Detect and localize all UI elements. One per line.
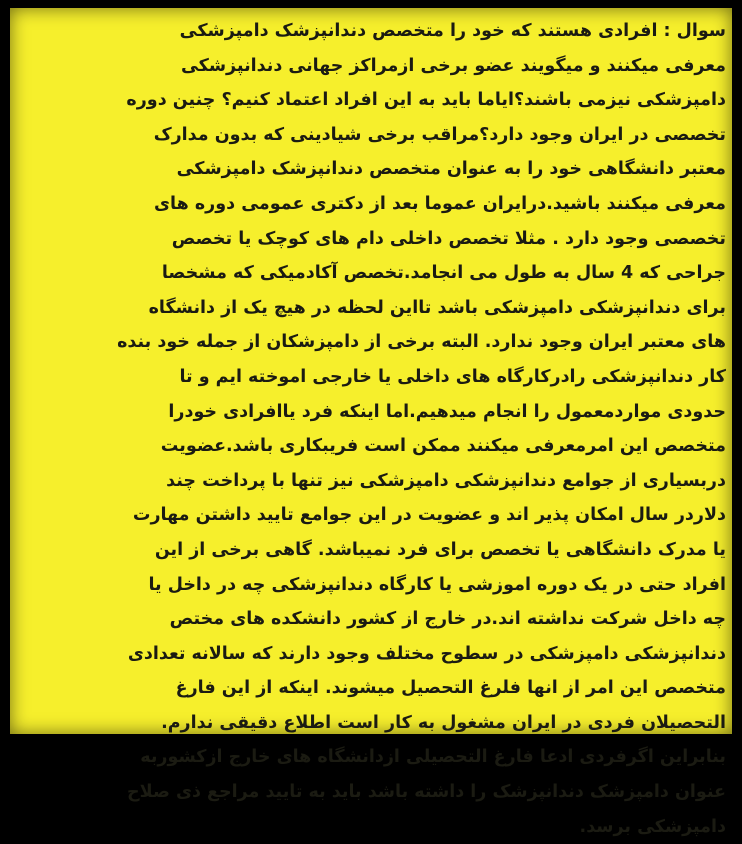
text-line: تخصصی وجود دارد . مثلا تخصص داخلی دام های کوچک یا تخصص: [171, 228, 726, 249]
text-line: بنابراین اگرفردی ادعا فارغ التحصیلی ازدانشگاه های خارج ازکشوربه: [140, 747, 726, 768]
text-line: سوال : افرادی هستند که خود را متخصص دندانپزشک دامپزشکی: [179, 21, 726, 41]
text-line: دامپزشکی برسد.: [579, 816, 726, 837]
text-line: تخصصی در ایران وجود دارد؟مراقب برخی شیادینی که بدون مدارک: [153, 124, 726, 145]
text-line: حدودی مواردمعمول را انجام میدهیم.اما اینکه فرد یاافرادی خودرا: [168, 401, 726, 422]
question-answer-text: [36, 14, 726, 844]
text-card: [10, 8, 732, 837]
text-line: التحصیلان فردی در ایران مشغول به کار است اطلاع دقیقی ندارم.: [161, 712, 726, 733]
text-line: افراد حتی در یک دوره اموزشی یا کارگاه دندانپزشکی چه در داخل یا: [148, 574, 726, 595]
text-line: جراحی که 4 سال به طول می انجامد.تخصص آکادمیکی که مشخصا: [161, 263, 726, 284]
text-line: چه داخل شرکت نداشته اند.در خارج از کشور دانشکده های مختص: [169, 609, 726, 630]
text-line: دلاردر سال امکان پذیر اند و عضویت در این جوامع تایید داشتن مهارت: [132, 505, 726, 526]
text-line: یا مدرک دانشگاهی یا تخصص برای فرد نمیباشد. گاهی برخی از این: [154, 539, 726, 560]
text-line: برای دندانپزشکی دامپزشکی باشد تااین لحظه در هیچ یک از دانشگاه: [148, 297, 726, 318]
text-line: های معتبر ایران وجود ندارد. البته برخی از دامپزشکان از جمله خود بنده: [117, 332, 726, 353]
text-line: معرفی میکنند باشید.درایران عموما بعد از دکتری عمومی دوره های: [154, 193, 726, 214]
text-line: معتبر دانشگاهی خود را به عنوان متخصص دندانپزشک دامپزشکی: [176, 159, 726, 180]
text-line: دامپزشکی نیزمی باشند؟ایاما باید به این افراد اعتماد کنیم؟ چنین دوره: [126, 90, 726, 111]
text-line: معرفی میکنند و میگویند عضو برخی ازمراکز جهانی دندانپزشکی: [180, 55, 726, 76]
text-line: متخصص این امرمعرفی میکنند ممکن است فریبکاری باشد.عضویت: [160, 436, 726, 457]
text-line: متخصص این امر از انها فلرغ التحصیل میشوند. اینکه از این فارغ: [175, 678, 726, 699]
text-line: دربسیاری از جوامع دندانپزشکی دامپزشکی نیز تنها با پرداخت چند: [166, 470, 726, 491]
text-line: عنوان دامپزشک دندانپزشک را داشته باشد باید به تایید مراجع ذی صلاح: [127, 782, 726, 803]
text-line: دندانپزشکی دامپزشکی در سطوح مختلف وجود دارند که سالانه تعدادی: [127, 643, 726, 664]
text-line: کار دندانپزشکی رادرکارگاه های داخلی یا خارجی اموخته ایم و تا: [179, 366, 726, 387]
